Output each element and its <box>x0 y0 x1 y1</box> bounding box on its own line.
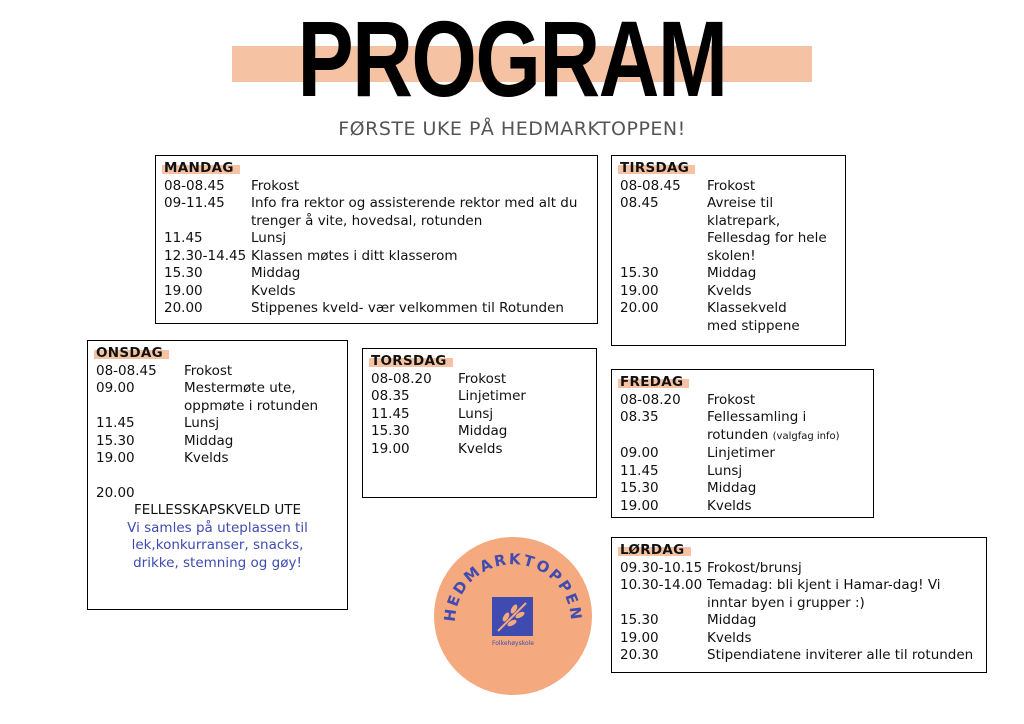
day-label: MANDAG <box>164 160 234 176</box>
day-box-lordag <box>611 537 987 673</box>
schedule-time: 19.00 <box>620 629 659 646</box>
schedule-row <box>620 178 837 196</box>
schedule-time: 09-11.45 <box>164 195 225 211</box>
schedule-row <box>620 283 837 301</box>
schedule-row <box>96 380 339 415</box>
schedule-time: 11.45 <box>620 462 659 479</box>
schedule-row <box>620 463 865 481</box>
day-label: TIRSDAG <box>620 160 690 176</box>
schedule-row <box>620 300 837 335</box>
schedule-text: Kvelds <box>458 440 503 457</box>
schedule-note: (valgfag info) <box>772 430 840 442</box>
schedule-time: 08-08.45 <box>164 177 225 194</box>
schedule-row <box>164 248 589 266</box>
schedule-text: Lunsj <box>707 462 743 479</box>
schedule-row <box>164 300 589 318</box>
page-subtitle: FØRSTE UKE PÅ HEDMARKTOPPEN! <box>338 118 686 140</box>
schedule-time: 08-08.45 <box>620 177 681 194</box>
event-title: FELLESSKAPSKVELD UTE <box>133 502 302 518</box>
schedule-row <box>164 283 589 301</box>
schedule-text: Kvelds <box>707 497 752 514</box>
schedule-text: Middag <box>251 265 301 281</box>
logo-text: HEDMARKTOPPEN <box>440 550 586 623</box>
schedule-time: 20.00 <box>620 300 659 316</box>
schedule-row <box>620 647 978 665</box>
schedule-text: Avreise til klatrepark, Fellesdag for hele skolen! <box>707 195 827 264</box>
schedule-text: Klassekveld med stippene <box>707 300 800 334</box>
schedule-time: 15.30 <box>164 265 203 281</box>
day-label: LØRDAG <box>620 542 685 558</box>
schedule-time: 19.00 <box>96 450 135 466</box>
schedule-time: 15.30 <box>371 423 410 439</box>
event-description: Vi samles på uteplassen til lek,konkurranser, snacks, drikke, stemning og gøy! <box>127 519 308 571</box>
schedule-text: Frokost <box>184 362 233 379</box>
schedule-row <box>371 371 588 389</box>
schedule-time: 20.30 <box>620 647 659 663</box>
schedule-row <box>371 406 588 424</box>
schedule-row <box>620 577 978 612</box>
schedule-text: Middag <box>707 612 757 628</box>
schedule-time: 08-08.20 <box>371 370 432 387</box>
schedule-text: Klassen møtes i ditt klasserom <box>251 247 458 264</box>
schedule-text: Lunsj <box>458 405 494 422</box>
hedmarktoppen-logo <box>434 537 592 695</box>
day-box-onsdag <box>87 340 348 610</box>
schedule-row <box>96 433 339 451</box>
schedule-text: Frokost <box>707 177 756 194</box>
event-time: 20.00 <box>96 484 135 501</box>
schedule-text: Lunsj <box>184 415 220 431</box>
schedule-time: 11.45 <box>96 415 135 431</box>
schedule-text: Middag <box>707 480 757 496</box>
schedule-row <box>371 441 588 459</box>
schedule-time: 15.30 <box>620 480 659 496</box>
schedule-text: Linjetimer <box>707 445 775 461</box>
day-box-fredag <box>611 369 874 518</box>
schedule-row <box>164 178 589 196</box>
schedule-row <box>620 630 978 648</box>
schedule-time: 08.45 <box>620 195 659 211</box>
schedule-row <box>164 230 589 248</box>
schedule-time: 09.30-10.15 <box>620 559 703 576</box>
schedule-text: Stipendiatene inviterer alle til rotunden <box>707 647 974 663</box>
schedule-time: 08-08.20 <box>620 391 681 408</box>
schedule-text: Temadag: bli kjent i Hamar-dag! Vi inntar byen i grupper :) <box>707 577 941 611</box>
day-label: FREDAG <box>620 374 684 390</box>
leaf-icon <box>492 597 533 636</box>
schedule-time: 20.00 <box>164 300 203 316</box>
schedule-row <box>620 195 837 265</box>
schedule-text: Frokost/brunsj <box>707 559 802 576</box>
schedule-text: Kvelds <box>184 450 229 466</box>
day-box-torsdag <box>362 348 597 498</box>
schedule-row <box>620 560 978 578</box>
schedule-row <box>620 265 837 283</box>
schedule-text: Info fra rektor og assisterende rektor med alt du trenger å vite, hovedsal, rotunden <box>251 195 578 229</box>
day-label: ONSDAG <box>96 345 164 361</box>
schedule-text: Kvelds <box>707 282 752 299</box>
schedule-text: Kvelds <box>251 282 296 299</box>
schedule-time: 15.30 <box>96 432 135 449</box>
schedule-time: 08.35 <box>620 409 659 425</box>
schedule-time: 19.00 <box>371 440 410 457</box>
day-label: TORSDAG <box>371 353 447 369</box>
schedule-row <box>620 445 865 463</box>
schedule-text: Middag <box>707 265 757 281</box>
schedule-row <box>371 388 588 406</box>
schedule-text: Lunsj <box>251 230 287 246</box>
schedule-time: 09.00 <box>96 380 135 396</box>
schedule-time: 08-08.45 <box>96 362 157 379</box>
logo-subtext: Folkehøyskole <box>492 640 534 647</box>
schedule-time: 19.00 <box>164 282 203 299</box>
schedule-time: 10.30-14.00 <box>620 577 703 593</box>
schedule-text: Frokost <box>707 391 756 408</box>
schedule-text: Stippenes kveld- vær velkommen til Rotunden <box>251 300 564 316</box>
schedule-time: 09.00 <box>620 445 659 461</box>
schedule-row <box>371 423 588 441</box>
schedule-time: 11.45 <box>164 230 203 246</box>
schedule-text: Fellessamling i rotunden <box>707 409 807 443</box>
schedule-time: 08.35 <box>371 388 410 404</box>
schedule-text: Middag <box>184 432 234 449</box>
schedule-time: 15.30 <box>620 612 659 628</box>
schedule-row <box>620 392 865 410</box>
schedule-text: Frokost <box>251 177 300 194</box>
schedule-time: 19.00 <box>620 497 659 514</box>
schedule-time: 15.30 <box>620 265 659 281</box>
schedule-row <box>96 363 339 381</box>
schedule-text: Kvelds <box>707 629 752 646</box>
schedule-time: 11.45 <box>371 405 410 422</box>
page-title: PROGRAM <box>297 0 727 119</box>
schedule-row <box>164 195 589 230</box>
schedule-text: Middag <box>458 423 508 439</box>
schedule-row <box>164 265 589 283</box>
schedule-text: Mestermøte ute, oppmøte i rotunden <box>184 380 319 414</box>
schedule-row <box>620 612 978 630</box>
schedule-time: 12.30-14.45 <box>164 247 247 264</box>
schedule-row <box>620 498 865 516</box>
day-box-tirsdag <box>611 155 846 346</box>
schedule-row <box>96 450 339 468</box>
schedule-text: Linjetimer <box>458 388 526 404</box>
day-box-mandag <box>155 155 598 324</box>
schedule-row <box>96 415 339 433</box>
schedule-time: 19.00 <box>620 282 659 299</box>
schedule-text: Frokost <box>458 370 507 387</box>
schedule-row <box>620 480 865 498</box>
schedule-row <box>620 409 865 445</box>
